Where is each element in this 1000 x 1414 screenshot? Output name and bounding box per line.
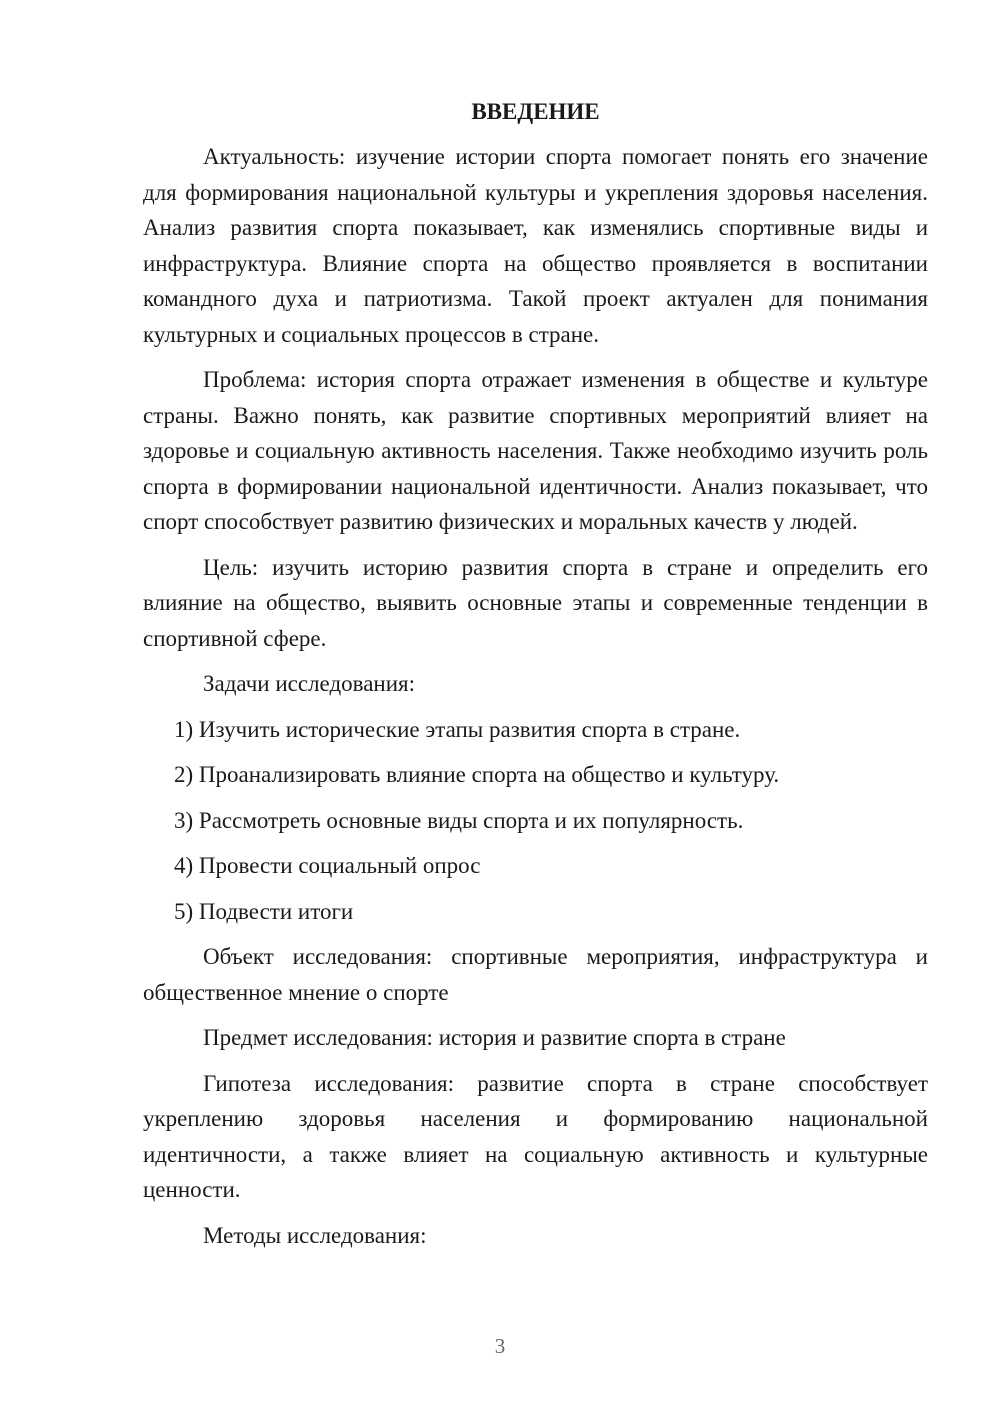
page-number: 3: [494, 1334, 506, 1358]
list-item: 2) Проанализировать влияние спорта на общество и культуру.: [174, 762, 780, 787]
paragraph-object: Объект исследования: спортивные мероприятия, инфраструктура и общественное мнение о спорте: [143, 944, 928, 1005]
paragraph-hypothesis: Гипотеза исследования: развитие спорта в стране способствует укреплению здоровья населения и формированию национальной идентичности, а также влияет на социальную активность и культурные ценности.: [143, 1070, 928, 1202]
paragraph-problem: Проблема: история спорта отражает изменения в обществе и культуре страны. Важно понять, как развитие спортивных мероприятий влияет на здоровье и социальную активность населения. Также необходимо изучить роль спорта в формировании национальной идентичности. Анализ показывает, что спорт способствует развитию физических и моральных качеств у людей.: [143, 367, 928, 534]
list-item: 5) Подвести итоги: [174, 898, 354, 924]
list-item: 4) Провести социальный опрос: [174, 853, 481, 878]
paragraph-tasks-title: Задачи исследования:: [203, 671, 416, 696]
tasks-list: [143, 712, 928, 930]
paragraph-relevance: Актуальность: изучение истории спорта помогает понять его значение для формирования национальной культуры и укрепления здоровья населения. Анализ развития спорта показывает, как изменялись спортивные виды и инфраструктура. Влияние спорта на общество проявляется в воспитании командного духа и патриотизма. Такой проект актуален для понимания культурных и социальных процессов в стране.: [143, 144, 928, 347]
paragraph-methods-title: Методы исследования:: [203, 1222, 427, 1248]
list-item: 3) Рассмотреть основные виды спорта и их популярность.: [174, 807, 744, 833]
section-heading: ВВЕДЕНИЕ: [471, 99, 600, 124]
page-content: [143, 94, 928, 1263]
paragraph-subject: Предмет исследования: история и развитие спорта в стране: [203, 1025, 786, 1050]
list-item: 1) Изучить исторические этапы развития спорта в стране.: [174, 716, 741, 742]
paragraph-goal: Цель: изучить историю развития спорта в стране и определить его влияние на общество, выявить основные этапы и современные тенденции в спортивной сфере.: [143, 554, 928, 651]
